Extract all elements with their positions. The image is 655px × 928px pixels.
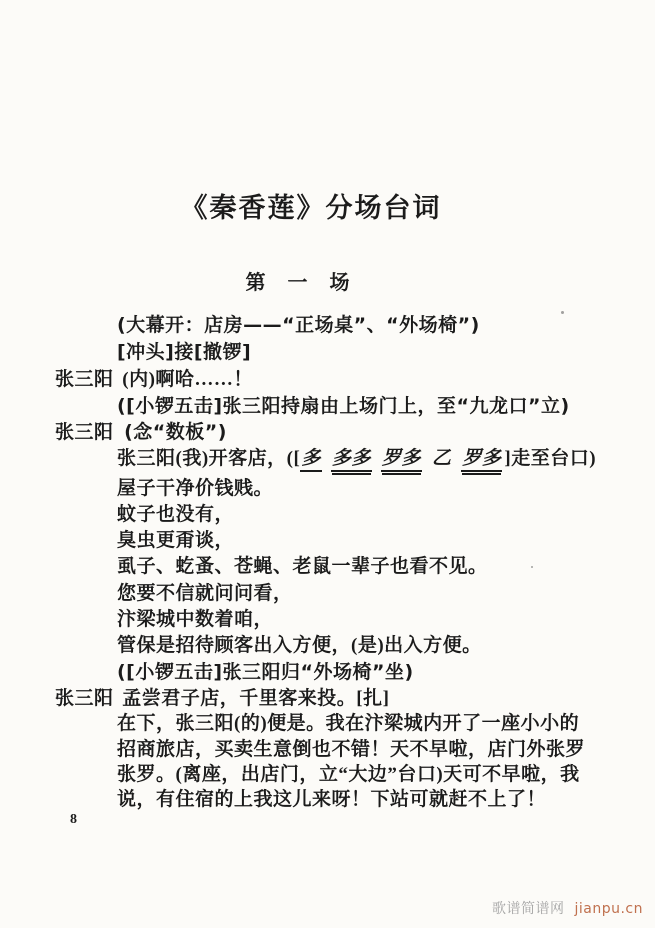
verse-line [117, 529, 234, 553]
watermark-site-name: 歌谱简谱网 [492, 901, 565, 917]
stage-direction-text: ([小锣五击]张三阳持扇由上场门上，至“九龙口”立) [117, 395, 570, 417]
watermark-site-url: jianpu.cn [574, 901, 643, 917]
percussion-cue-text: [冲头]接[撤锣] [117, 341, 252, 363]
verse-text: 虱子、虼蚤、苍蝇、老鼠一辈子也看不见。 [117, 556, 488, 577]
beat-syllable: 多 [300, 446, 322, 472]
beat-syllable: 乙 [431, 447, 452, 469]
verse-line [117, 634, 482, 658]
stage-direction-text: ([小锣五击]张三阳归“外场椅”坐) [117, 661, 414, 683]
dialogue-text: 在下，张三阳(的)便是。我在汴梁城内开了一座小小的 [117, 713, 580, 734]
dialogue-paragraph-line [117, 788, 546, 812]
dialogue-line [55, 367, 253, 392]
dialogue-text: ]走至台口) [504, 448, 597, 469]
beat-syllable: 罗多 [461, 446, 502, 472]
beat-syllable: 罗多 [381, 446, 422, 472]
stage-direction [117, 313, 480, 337]
verse-line [117, 582, 293, 606]
dialogue-paragraph-line [117, 712, 579, 736]
verse-line [117, 477, 273, 501]
verse-text: 汴梁城中数着咱， [117, 609, 274, 630]
watermark [492, 898, 643, 918]
dialogue-text: 张三阳(我)开客店，([ [117, 448, 301, 469]
dialogue-text: 说，有住宿的上我这儿来呀！下站可就赶不上了！ [117, 789, 547, 810]
speaker-name: 张三阳 [55, 421, 114, 443]
dialogue-line [55, 420, 227, 444]
dialogue-line-with-beats [117, 446, 596, 472]
dialogue-text: 招商旅店，买卖生意倒也不错！天不早啦，店门外张罗 [117, 739, 586, 760]
dialogue-text: (内)啊哈……！ [122, 369, 253, 390]
page-title: 《秦香莲》分场台词 [180, 193, 442, 224]
speaker-name: 张三阳 [55, 368, 114, 390]
verse-text: 管保是招待顾客出入方便，(是)出入方便。 [117, 635, 482, 656]
ink-speck [561, 311, 564, 314]
stage-direction [117, 394, 570, 418]
verse-text: 屋子干净价钱贱。 [117, 478, 274, 499]
dialogue-text: 孟尝君子店，千里客来投。[扎] [122, 688, 390, 709]
stage-direction [117, 660, 414, 684]
dialogue-line [55, 686, 389, 711]
verse-text: 臭虫更甭谈， [117, 530, 235, 551]
dialogue-text: 张罗。(离座，出店门，立“大边”台口)天可不早啦，我 [117, 764, 580, 785]
dialogue-paragraph-line [117, 763, 580, 787]
verse-line [117, 608, 273, 632]
ink-speck [531, 566, 533, 568]
scene-heading: 第 一 场 [245, 270, 351, 294]
page-number: 8 [70, 812, 77, 827]
verse-text: 蚊子也没有， [117, 504, 235, 525]
verse-line [117, 555, 488, 579]
verse-line [117, 503, 234, 527]
beat-syllable: 多多 [331, 446, 372, 472]
performance-note: (念“数板”) [124, 421, 227, 443]
percussion-cue [117, 340, 251, 364]
verse-text: 您要不信就问问看， [117, 583, 293, 604]
dialogue-paragraph-line [117, 738, 585, 762]
speaker-name: 张三阳 [55, 687, 114, 709]
stage-direction-text: (大幕开：店房——“正场桌”、“外场椅”) [117, 314, 480, 336]
